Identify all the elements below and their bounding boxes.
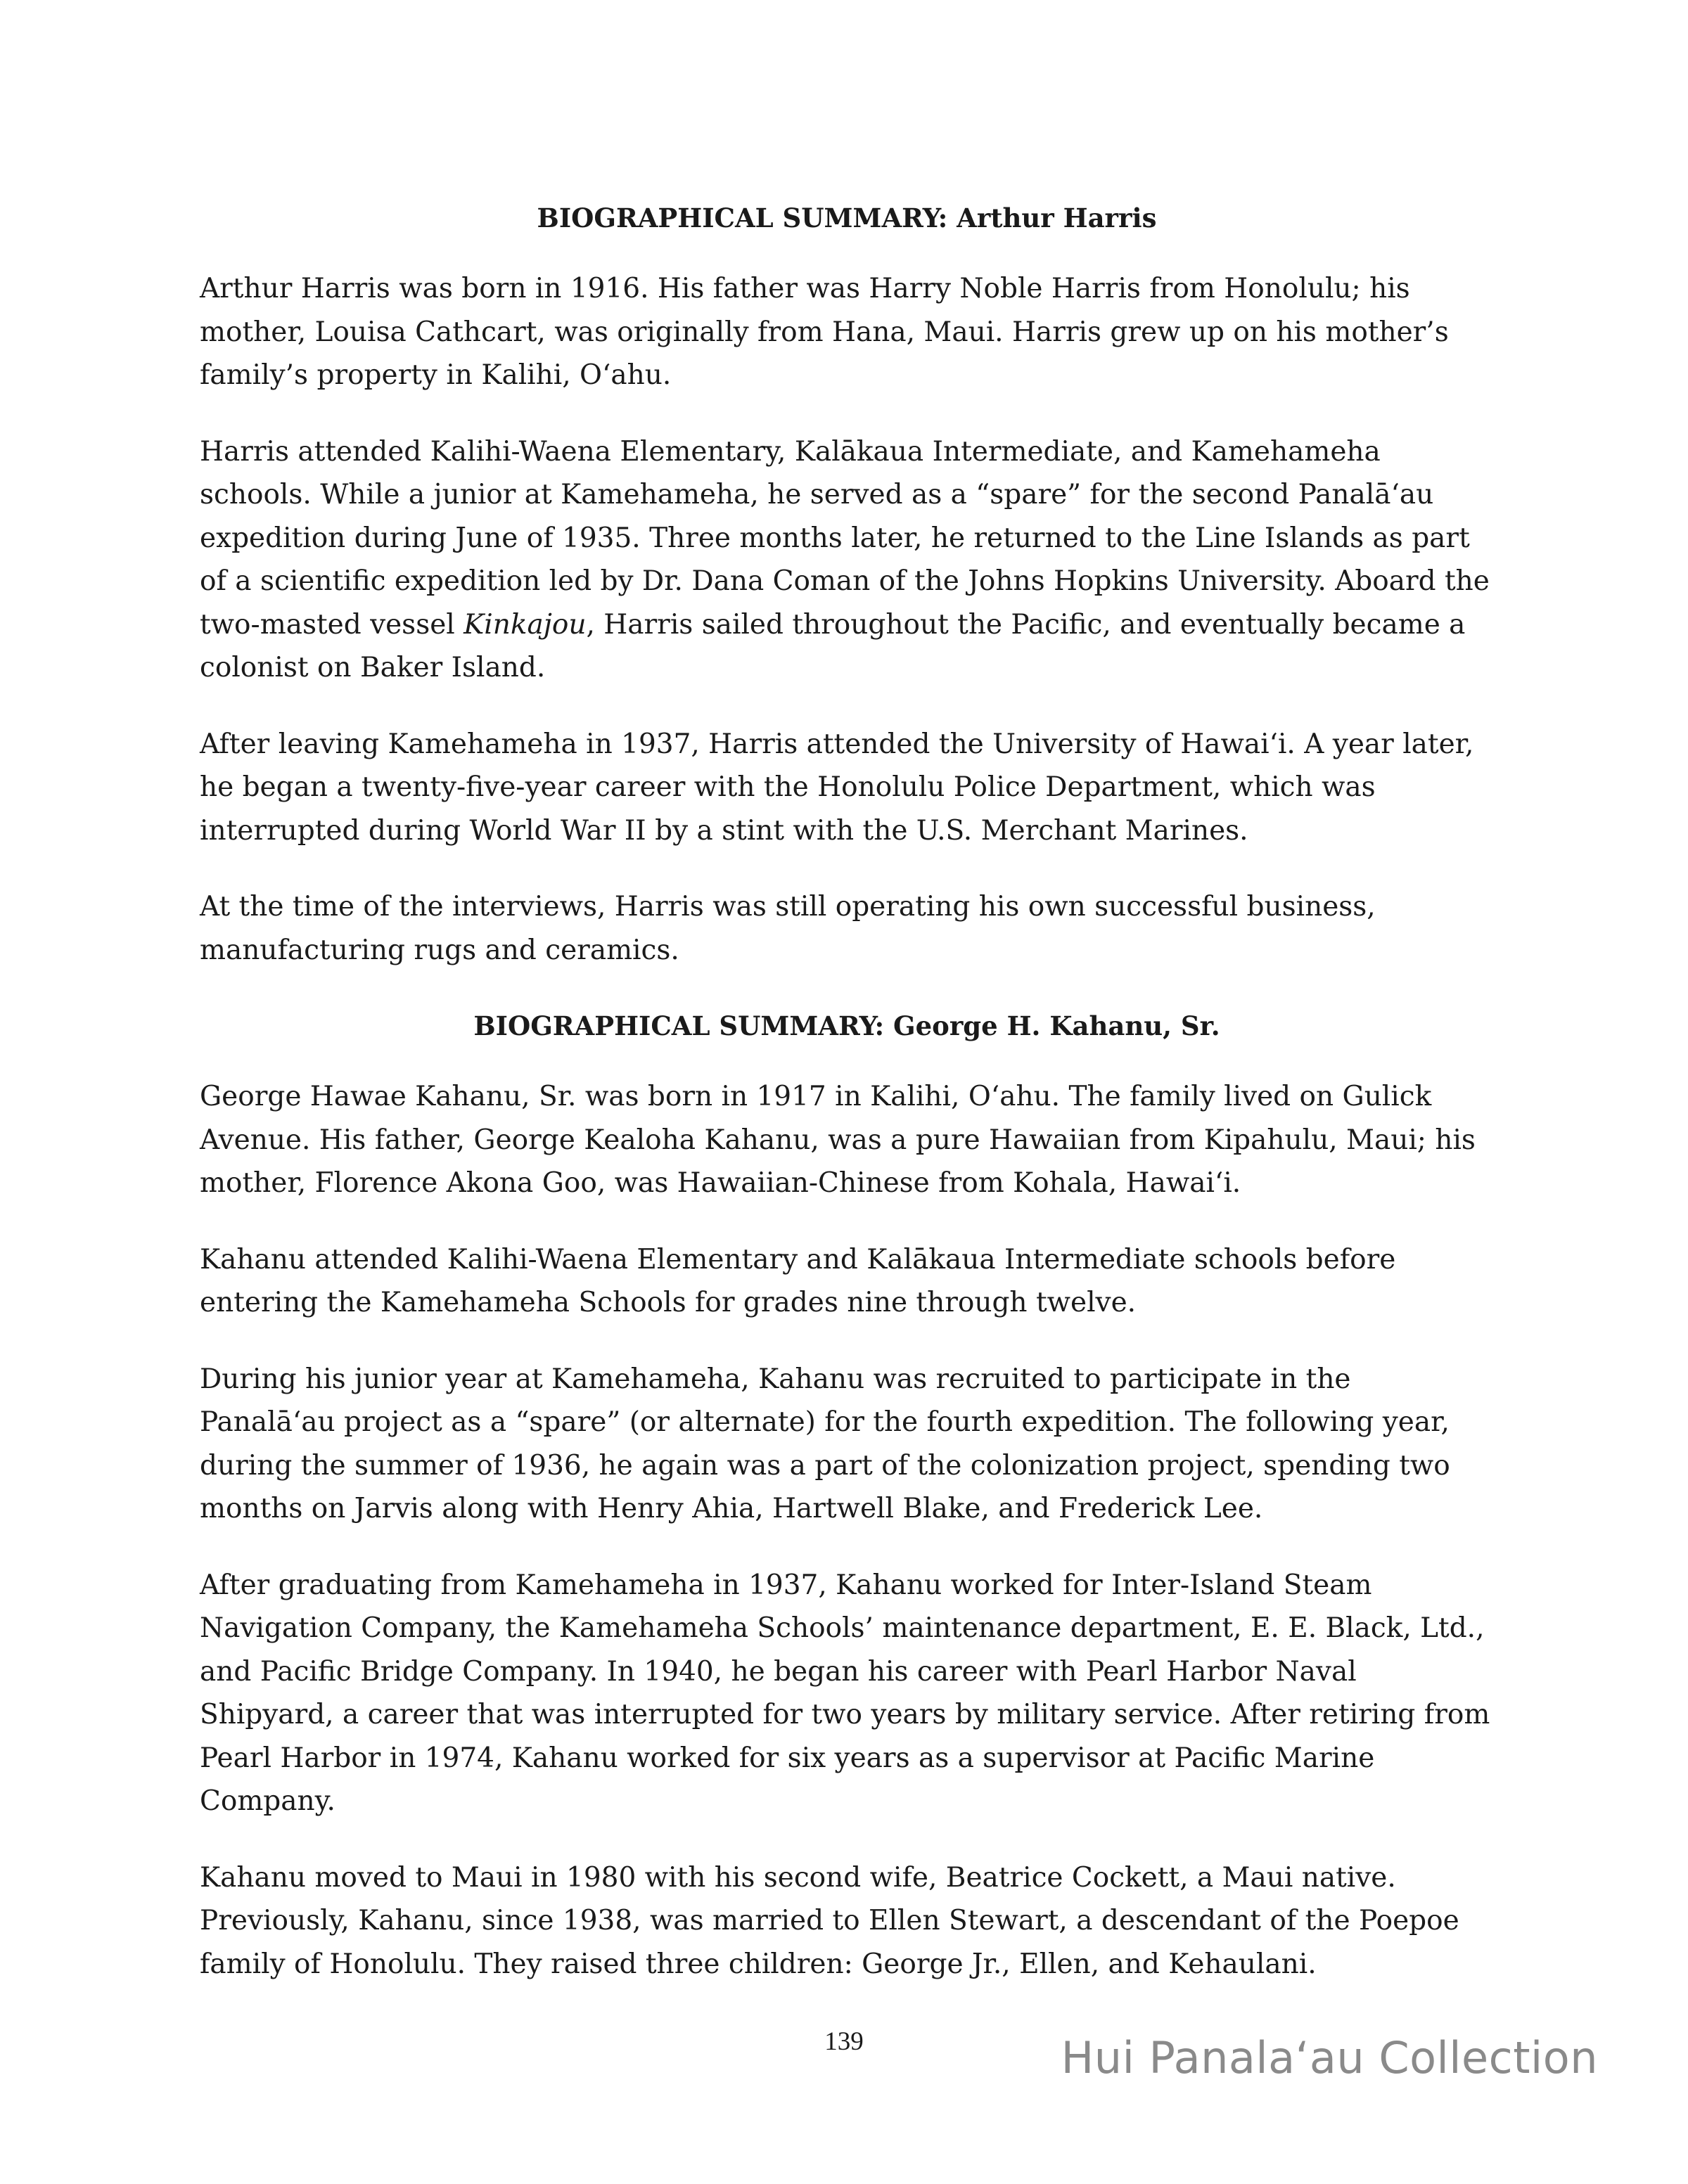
paragraph: George Hawae Kahanu, Sr. was born in 1917 in Kalihi, O‘ahu. The family lived on Gulick Avenue. His father, George Kealoha Kahanu, was a pure Hawaiian from Kipahulu, Maui; his mother, Florence Akona Goo, was Hawaiian-Chinese from Kohala, Hawai‘i. <box>200 1081 1476 1199</box>
paragraph: After leaving Kamehameha in 1937, Harris attended the University of Hawai‘i. A year later, he began a twenty-five-year career with the Honolulu Police Department, which was interrupted during World War II by a stint with the U.S. Merchant Marines. <box>200 728 1474 847</box>
document-page <box>200 197 1494 2019</box>
paragraph: Arthur Harris was born in 1916. His father was Harry Noble Harris from Honolulu; his mother, Louisa Cathcart, was originally from Hana, Maui. Harris grew up on his mother’s family’s property in Kalihi, O‘ahu. <box>200 273 1449 391</box>
section-heading-george-kahanu: BIOGRAPHICAL SUMMARY: George H. Kahanu, Sr. <box>473 1010 1220 1041</box>
paragraph-text: Harris attended Kalihi-Waena Elementary, Kalākaua Intermediate, and Kamehameha schools. While a junior at Kamehameha, he served as a “spare” for the second Panalā‘au expedition during June of 1935. Three months later, he returned to the Line Islands as part of a scientific expedition led by Dr. Dana Coman of the Johns Hopkins University. Aboard the two-masted vessel <box>200 435 1490 641</box>
section-heading-arthur-harris: BIOGRAPHICAL SUMMARY: Arthur Harris <box>537 203 1157 233</box>
paragraph: Kahanu attended Kalihi-Waena Elementary and Kalākaua Intermediate schools before entering the Kamehameha Schools for grades nine through twelve. <box>200 1243 1396 1318</box>
paragraph <box>200 430 1494 690</box>
paragraph: During his junior year at Kamehameha, Kahanu was recruited to participate in the Panalā‘au project as a “spare” (or alternate) for the fourth expedition. The following year, during the summer of 1936, he again was a part of the colonization project, spending two months on Jarvis along with Henry Ahia, Hartwell Blake, and Frederick Lee. <box>200 1363 1450 1524</box>
collection-watermark: Hui Panala‘au Collection <box>1061 2032 1598 2083</box>
paragraph: Kahanu moved to Maui in 1980 with his second wife, Beatrice Cockett, a Maui native. Previously, Kahanu, since 1938, was married to Ellen Stewart, a descendant of the Poepoe family of Honolulu. They raised three children: George Jr., Ellen, and Kehaulani. <box>200 1861 1459 1980</box>
paragraph: At the time of the interviews, Harris was still operating his own successful business, manufacturing rugs and ceramics. <box>200 891 1376 966</box>
vessel-name: Kinkajou <box>463 608 587 641</box>
paragraph-text: , Harris sailed throughout the Pacific, and eventually became a colonist on Baker Island. <box>200 608 1466 683</box>
paragraph: After graduating from Kamehameha in 1937, Kahanu worked for Inter-Island Steam Navigation Company, the Kamehameha Schools’ maintenance department, E. E. Black, Ltd., and Pacific Bridge Company. In 1940, he began his career with Pearl Harbor Naval Shipyard, a career that was interrupted for two years by military service. After retiring from Pearl Harbor in 1974, Kahanu worked for six years as a supervisor at Pacific Marine Company. <box>200 1569 1490 1817</box>
page-number: 139 <box>824 2027 864 2056</box>
